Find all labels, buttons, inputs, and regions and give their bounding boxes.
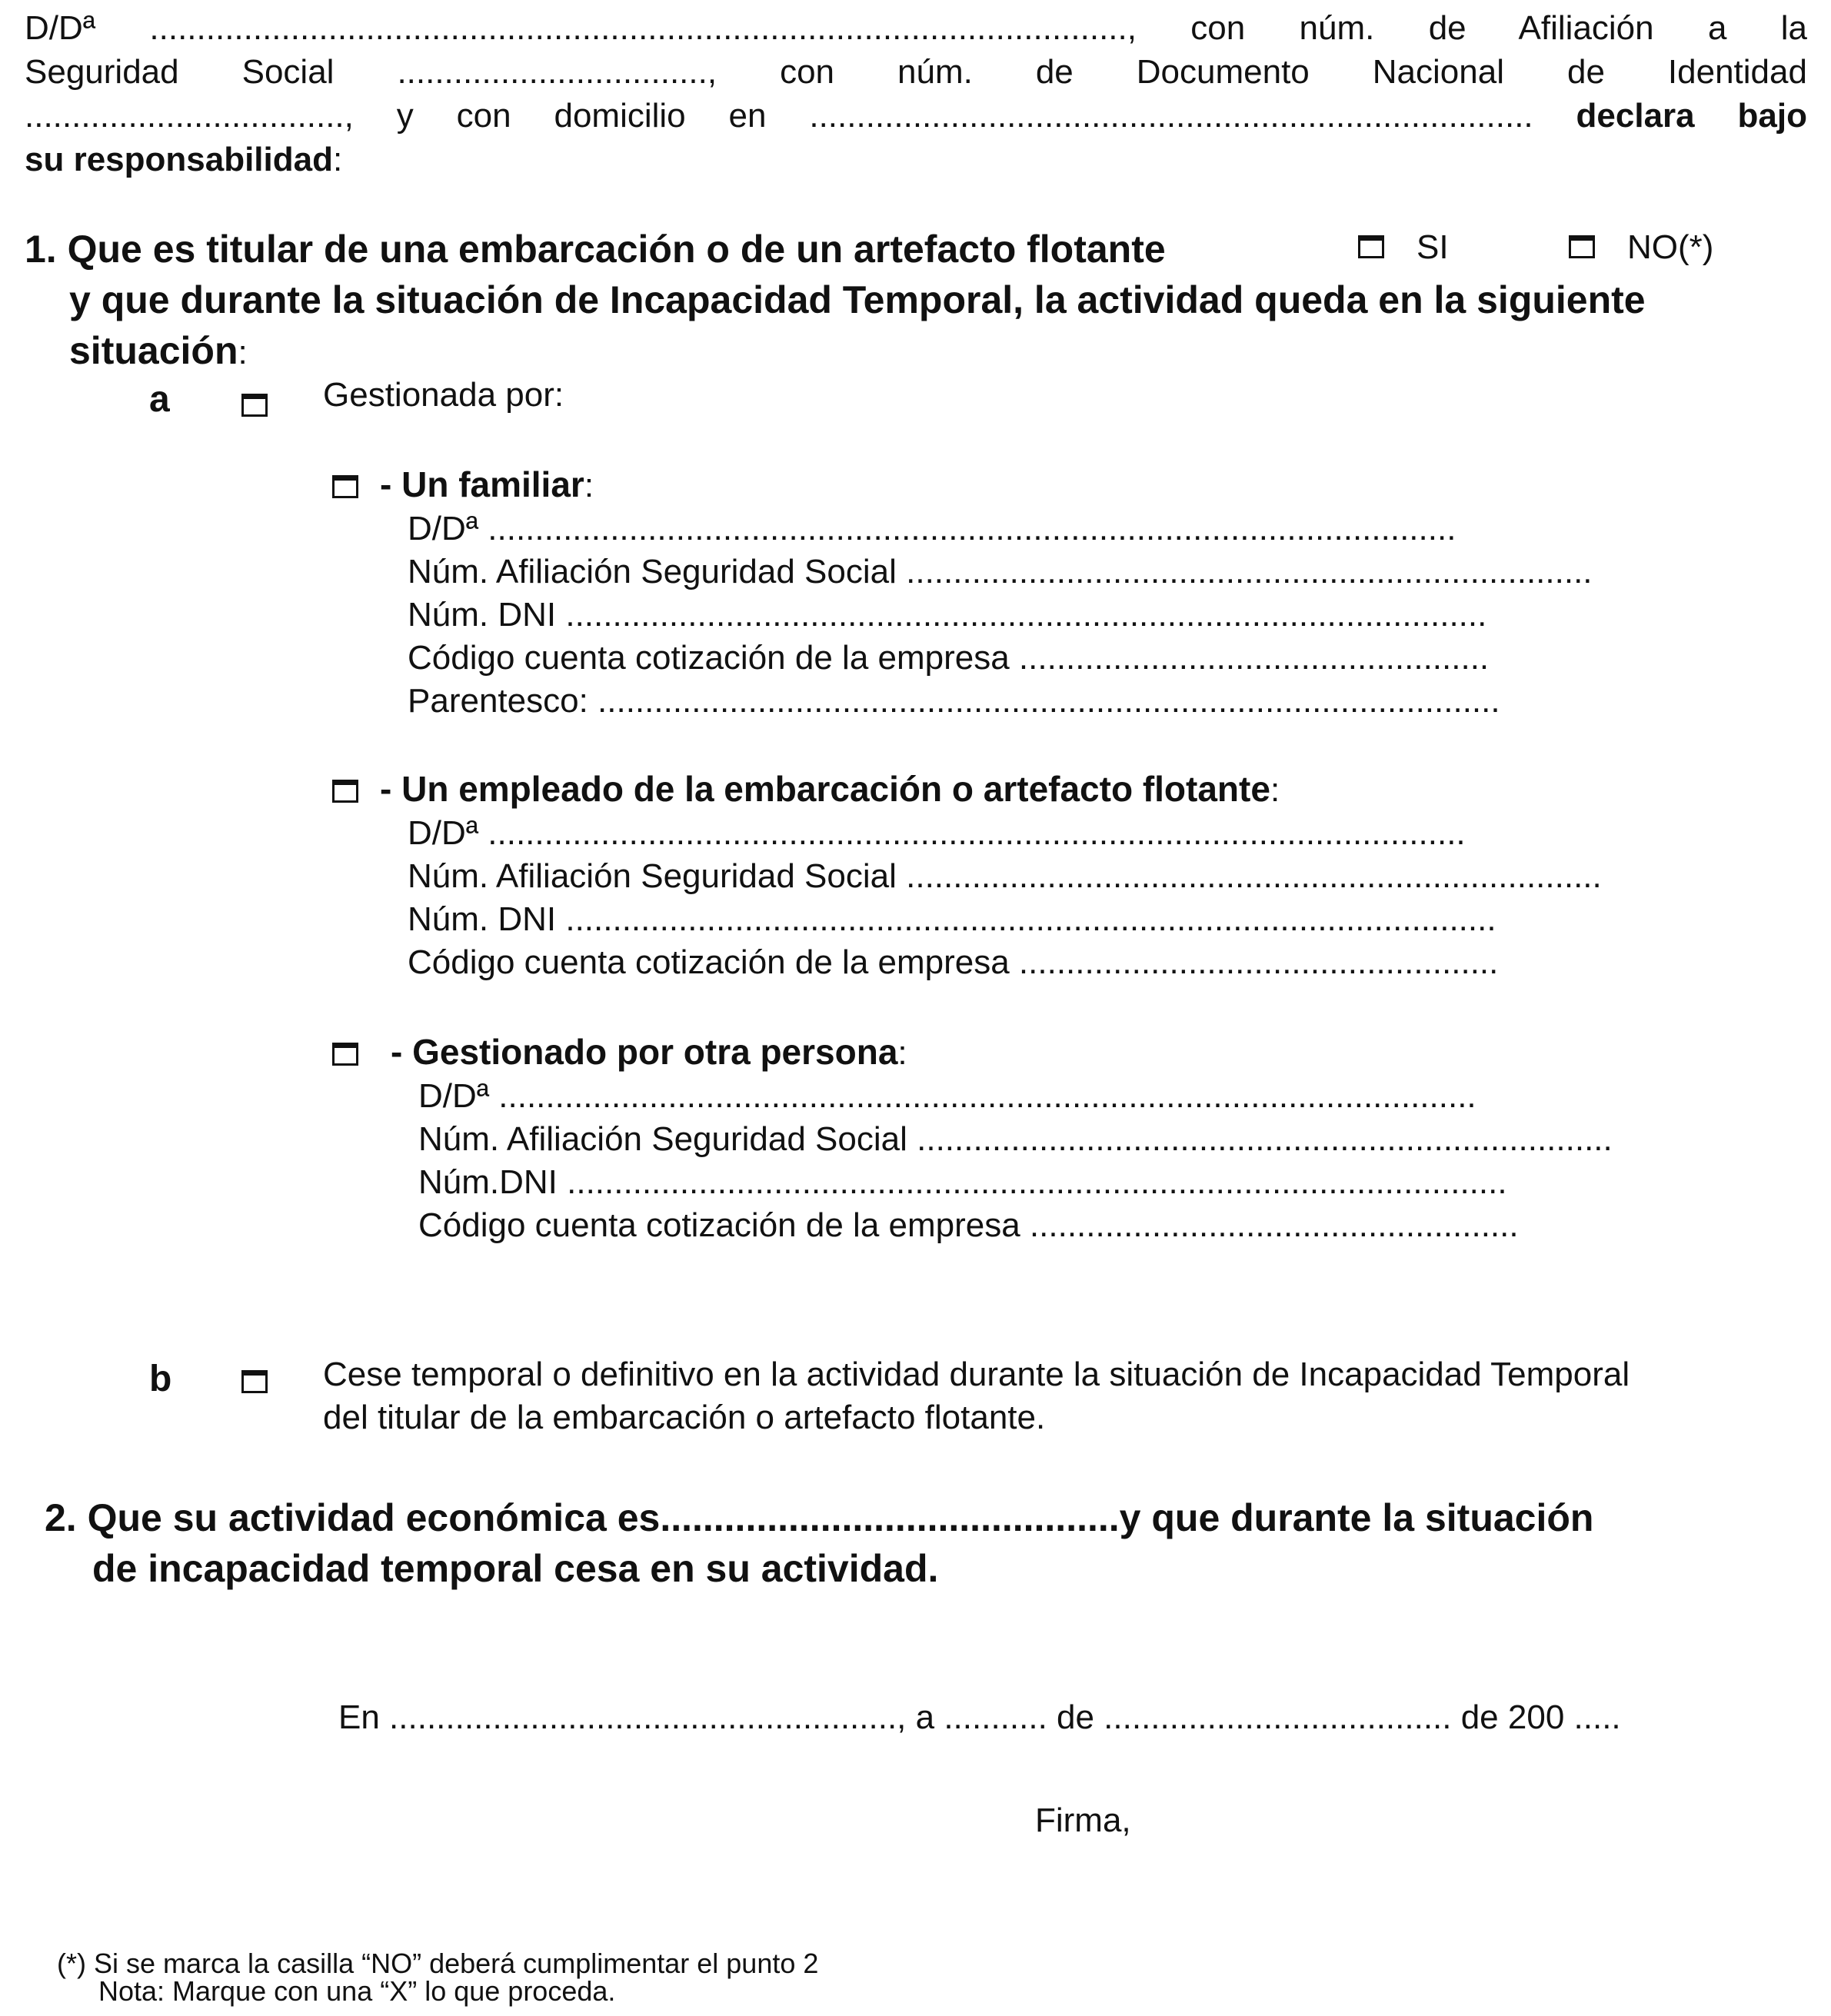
option-b-checkbox[interactable]	[241, 1370, 268, 1393]
intro-line-2	[25, 50, 1807, 94]
familiar-parentesco-field[interactable]: Parentesco: ................................................................................................	[408, 682, 1500, 720]
empleado-heading	[380, 767, 1280, 812]
section1-title-line3	[69, 326, 248, 375]
intro-social-security-label: Seguridad Social	[25, 53, 335, 91]
otra-affiliation-field[interactable]: Núm. Afiliación Seguridad Social ..........................................................................	[418, 1120, 1613, 1158]
intro-affiliation-field[interactable]: .................................,	[397, 53, 717, 91]
otra-persona-heading-text: - Gestionado por otra persona	[391, 1032, 898, 1072]
intro-line-3	[25, 94, 1807, 138]
situacion-colon: :	[238, 334, 248, 371]
intro-dni-field[interactable]: ..................................,	[25, 97, 354, 135]
intro-declara-bajo: declara bajo	[1576, 97, 1807, 135]
footnote-no: (*) Si se marca la casilla “NO” deberá cumplimentar el punto 2	[57, 1948, 819, 1979]
otra-dni-field[interactable]: Núm.DNI ....................................................................................................	[418, 1163, 1507, 1201]
familiar-dona-field[interactable]: D/Dª .......................................................................................................	[408, 510, 1456, 547]
footnote-nota: Nota: Marque con una “X” lo que proceda.	[98, 1975, 616, 2007]
empleado-heading-text: - Un empleado de la embarcación o artefacto flotante	[380, 769, 1270, 809]
empleado-affiliation-field[interactable]: Núm. Afiliación Seguridad Social ..........................................................................	[408, 857, 1602, 895]
situacion-label: situación	[69, 329, 238, 372]
option-b-letter: b	[149, 1359, 172, 1399]
firma-label: Firma,	[1035, 1801, 1131, 1839]
intro-address-field[interactable]: .............................................................................	[809, 97, 1533, 135]
intro-colon: :	[332, 141, 343, 178]
familiar-ccc-field[interactable]: Código cuenta cotización de la empresa ..................................................	[408, 639, 1490, 677]
intro-name-field[interactable]: ........................................................................................................	[149, 9, 1127, 47]
section1-title-line2: y que durante la situación de Incapacidad Temporal, la actividad queda en la siguiente	[69, 278, 1646, 321]
intro-affiliation-text: , con núm. de Afiliación a la	[1127, 9, 1807, 47]
intro-paragraph	[25, 6, 1807, 181]
option-a-checkbox[interactable]	[241, 394, 268, 417]
intro-responsabilidad: su responsabilidad	[25, 141, 333, 178]
section2-line1: 2. Que su actividad económica es...........................................y que durante la situación	[45, 1496, 1594, 1539]
intro-line-1	[25, 6, 1807, 50]
empleado-dona-field[interactable]: D/Dª ........................................................................................................	[408, 814, 1466, 852]
empleado-dni-field[interactable]: Núm. DNI ...................................................................................................	[408, 900, 1496, 938]
intro-line-4	[25, 138, 1807, 181]
familiar-heading	[380, 463, 594, 507]
empleado-checkbox[interactable]	[332, 780, 358, 803]
empleado-heading-colon: :	[1270, 771, 1280, 809]
otra-dona-field[interactable]: D/Dª ........................................................................................................	[418, 1077, 1476, 1115]
otra-persona-checkbox[interactable]	[332, 1043, 358, 1066]
familiar-checkbox[interactable]	[332, 475, 358, 498]
place-date-line[interactable]: En ......................................................, a ........... de ..................................... de 200 .....	[338, 1698, 1621, 1736]
option-b-line2: del titular de la embarcación o artefacto flotante.	[323, 1399, 1046, 1436]
section2-line2: de incapacidad temporal cesa en su actividad.	[92, 1547, 939, 1590]
familiar-heading-text: - Un familiar	[380, 464, 584, 504]
si-label: SI	[1417, 228, 1449, 266]
option-b-line1: Cese temporal o definitivo en la actividad durante la situación de Incapacidad Temporal	[323, 1356, 1630, 1393]
si-checkbox[interactable]	[1358, 235, 1384, 258]
section1-title-line1: 1. Que es titular de una embarcación o de un artefacto flotante	[25, 228, 1166, 271]
otra-persona-heading-colon: :	[897, 1034, 907, 1072]
intro-address-label: y con domicilio en	[396, 97, 767, 135]
no-label: NO(*)	[1627, 228, 1714, 266]
empleado-ccc-field[interactable]: Código cuenta cotización de la empresa ...................................................	[408, 943, 1499, 981]
option-a-letter: a	[149, 379, 170, 420]
otra-persona-heading	[391, 1030, 907, 1075]
familiar-heading-colon: :	[584, 467, 594, 504]
otra-ccc-field[interactable]: Código cuenta cotización de la empresa ....................................................	[418, 1206, 1519, 1244]
no-checkbox[interactable]	[1569, 235, 1595, 258]
intro-dona-label: D/Dª	[25, 9, 96, 47]
familiar-affiliation-field[interactable]: Núm. Afiliación Seguridad Social .........................................................................	[408, 553, 1593, 590]
intro-dni-label: con núm. de Documento Nacional de Identidad	[780, 53, 1807, 91]
familiar-dni-field[interactable]: Núm. DNI ..................................................................................................	[408, 596, 1487, 634]
option-a-label: Gestionada por:	[323, 376, 564, 414]
